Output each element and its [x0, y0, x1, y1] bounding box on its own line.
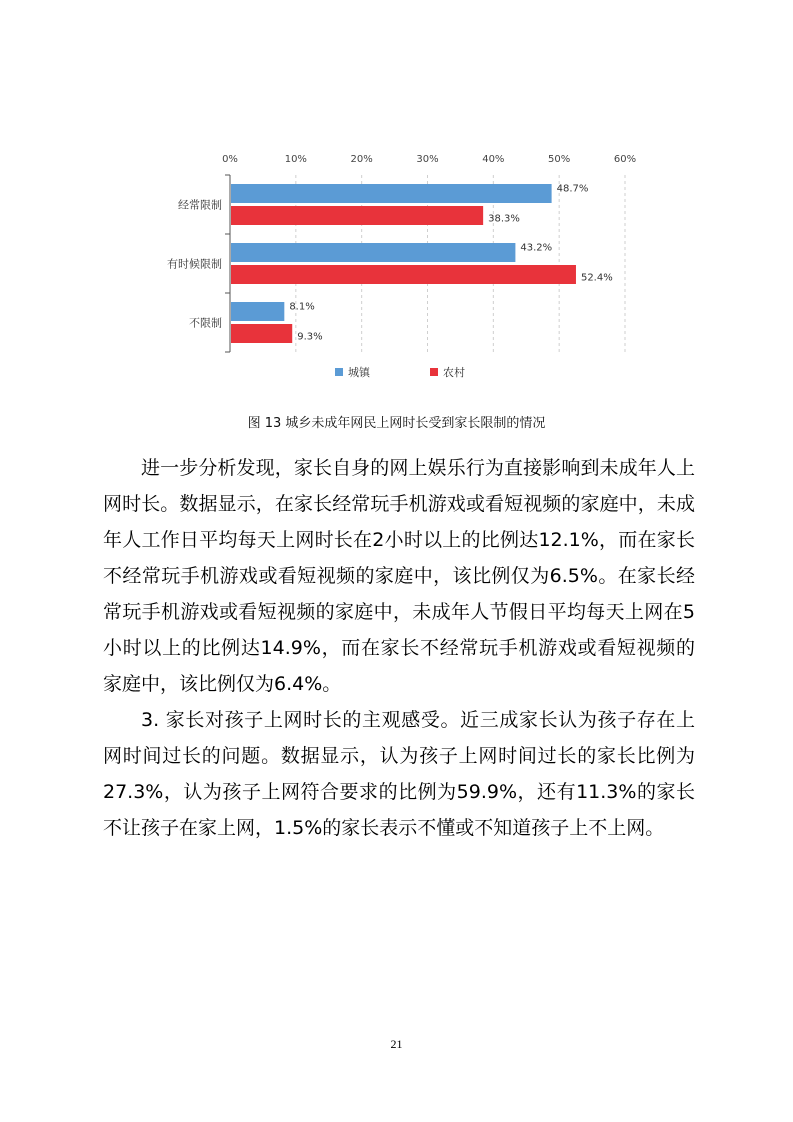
bar-rural: [231, 265, 576, 284]
x-tick-label: 0%: [222, 154, 238, 165]
x-tick-label: 40%: [482, 154, 505, 165]
data-label: 9.3%: [297, 331, 323, 343]
bar-rural: [231, 206, 483, 225]
x-tick-label: 10%: [284, 154, 307, 165]
data-label: 8.1%: [289, 301, 315, 313]
x-tick-label: 60%: [613, 154, 637, 165]
paragraph-1: 进一步分析发现，家长自身的网上娱乐行为直接影响到未成年人上网时长。数据显示，在家长经常玩手机游戏或看短视频的家庭中，未成年人工作日平均每天上网时长在2小时以上的比例达12.1%，而在家长不经常玩手机游戏或看短视频的家庭中，该比例仅为6.5%。在家长经常玩手机游戏或看短视频的家庭中，未成年人节假日平均每天上网在5小时以上的比例达14.9%，而在家长不经常玩手机游戏或看短视频的家庭中，该比例仅为6.4%。: [103, 457, 695, 695]
legend-swatch: [430, 368, 438, 376]
category-label: 不限制: [189, 316, 222, 330]
legend-label: 城镇: [348, 366, 370, 379]
legend-label: 农村: [443, 366, 465, 379]
category-label: 有时候限制: [167, 257, 222, 271]
x-tick-label: 50%: [548, 154, 571, 165]
bar-urban: [231, 184, 552, 203]
bar-chart: [150, 140, 650, 390]
bar-urban: [231, 302, 284, 321]
body-text: [103, 450, 695, 846]
paragraph-2: 3. 家长对孩子上网时长的主观感受。近三成家长认为孩子存在上网时间过长的问题。数据显示，认为孩子上网时间过长的家长比例为27.3%，认为孩子上网符合要求的比例为59.9%，还有11.3%的家长不让孩子在家上网，1.5%的家长表示不懂或不知道孩子上不上网。: [103, 709, 695, 839]
page-number: 21: [390, 1037, 403, 1051]
bar-rural: [231, 324, 292, 343]
x-tick-label: 20%: [350, 154, 373, 165]
x-tick-label: 30%: [416, 154, 439, 165]
figure-caption: 图 13 城乡未成年网民上网时长受到家长限制的情况: [247, 416, 546, 431]
data-label: 38.3%: [488, 213, 520, 225]
data-label: 43.2%: [520, 242, 553, 254]
bar-urban: [231, 243, 515, 262]
data-label: 52.4%: [580, 272, 613, 284]
category-label: 经常限制: [178, 198, 222, 212]
data-label: 48.7%: [556, 183, 589, 195]
legend-swatch: [335, 368, 343, 376]
